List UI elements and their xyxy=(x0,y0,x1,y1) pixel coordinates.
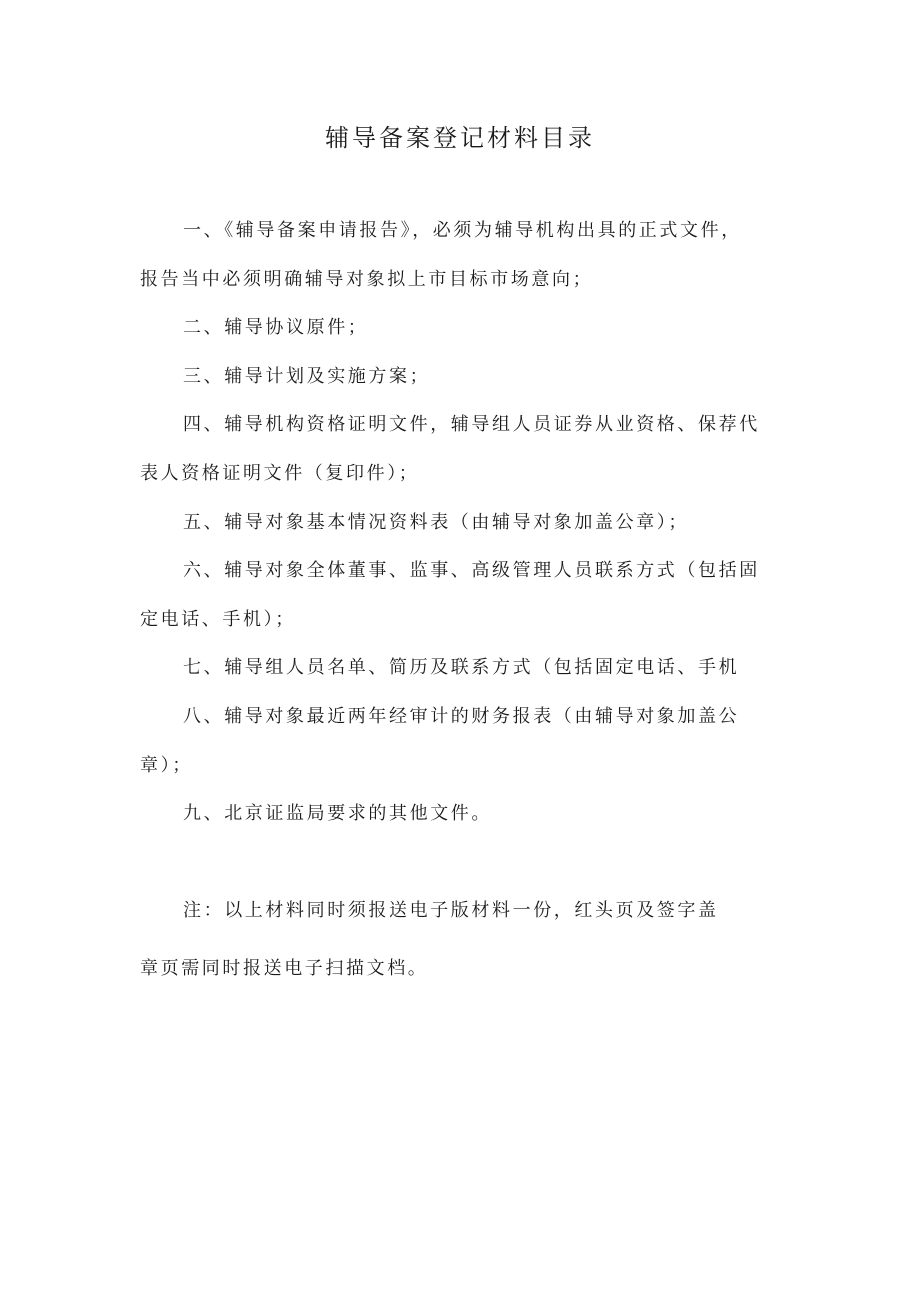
item-8-line-1: 八、辅导对象最近两年经审计的财务报表（由辅导对象加盖公 xyxy=(183,706,740,727)
item-3: 三、辅导计划及实施方案； xyxy=(183,366,431,387)
item-5: 五、辅导对象基本情况资料表（由辅导对象加盖公章）； xyxy=(183,512,689,533)
item-1-line-2: 报告当中必须明确辅导对象拟上市目标市场意向； xyxy=(140,269,594,290)
item-2: 二、辅导协议原件； xyxy=(183,317,369,338)
item-6-line-2: 定电话、手机）； xyxy=(140,609,296,630)
item-1-line-1: 一、《辅导备案申请报告》，必须为辅导机构出具的正式文件， xyxy=(183,220,742,241)
item-9: 九、北京证监局要求的其他文件。 xyxy=(183,803,492,824)
note-line-2: 章页需同时报送电子扫描文档。 xyxy=(140,958,429,979)
item-4-line-1: 四、辅导机构资格证明文件，辅导组人员证券从业资格、保荐代 xyxy=(183,414,760,435)
item-6-line-1: 六、辅导对象全体董事、监事、高级管理人员联系方式（包括固 xyxy=(183,560,760,581)
note-line-1: 注：以上材料同时须报送电子版材料一份，红头页及签字盖 xyxy=(183,900,719,921)
item-4-line-2: 表人资格证明文件（复印件）； xyxy=(140,463,420,484)
item-8-line-2: 章）； xyxy=(140,755,193,776)
item-7: 七、辅导组人员名单、简历及联系方式（包括固定电话、手机 xyxy=(183,657,740,678)
document-title: 辅导备案登记材料目录 xyxy=(325,124,595,152)
